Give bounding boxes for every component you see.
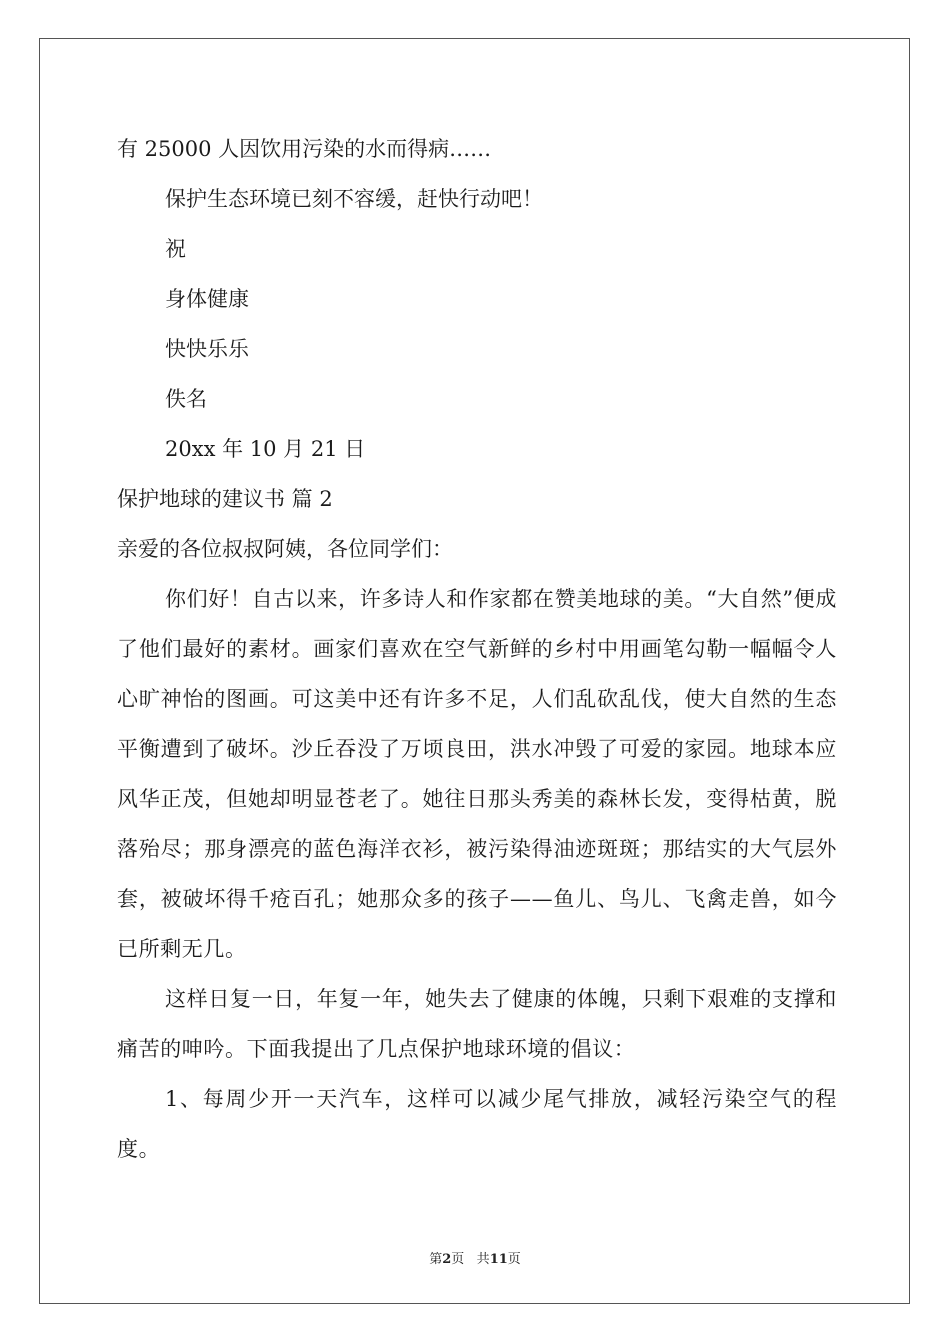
total-pages: 11 bbox=[489, 1252, 508, 1267]
total-prefix: 共 bbox=[476, 1252, 490, 1267]
salutation: 亲爱的各位叔叔阿姨，各位同学们： bbox=[117, 537, 453, 561]
page-footer bbox=[0, 1248, 950, 1267]
paragraph: 你们好！自古以来，许多诗人和作家都在赞美地球的美。“大自然”便成了他们最好的素材。画家们喜欢在空气新鲜的乡村中用画笔勾勒一幅幅令人心旷神怡的图画。可这美中还有许多不足，人们乱砍乱伐，使大自然的生态平衡遭到了破坏。沙丘吞没了万顷良田，洪水冲毁了可爱的家园。地球本应风华正茂，但她却明显苍老了。她往日那头秀美的森林长发，变得枯黄，脱落殆尽；那身漂亮的蓝色海洋衣衫，被污染得油迹斑斑；那结实的大气层外套，被破坏得千疮百孔；她那众多的孩子——鱼儿、鸟儿、飞禽走兽，如今已所剩无几。 bbox=[117, 587, 837, 961]
signature: 佚名 bbox=[165, 387, 207, 411]
date-line: 20xx 年 10 月 21 日 bbox=[165, 437, 366, 461]
greeting-line: 快快乐乐 bbox=[165, 337, 249, 361]
page-unit: 页 bbox=[451, 1252, 465, 1267]
section-heading: 保护地球的建议书 篇 2 bbox=[117, 487, 333, 511]
greeting-line: 祝 bbox=[165, 237, 186, 261]
page-prefix: 第 bbox=[429, 1252, 443, 1267]
total-unit: 页 bbox=[507, 1252, 521, 1267]
paragraph: 这样日复一日，年复一年，她失去了健康的体魄，只剩下艰难的支撑和痛苦的呻吟。下面我提出了几点保护地球环境的倡议： bbox=[117, 987, 837, 1061]
text-line: 保护生态环境已刻不容缓，赶快行动吧！ bbox=[165, 187, 543, 211]
text-line: 有 25000 人因饮用污染的水而得病…… bbox=[117, 137, 492, 161]
paragraph: 1、每周少开一天汽车，这样可以减少尾气排放，减轻污染空气的程度。 bbox=[117, 1087, 837, 1161]
greeting-line: 身体健康 bbox=[165, 287, 249, 311]
page-number: 2 bbox=[442, 1252, 452, 1267]
